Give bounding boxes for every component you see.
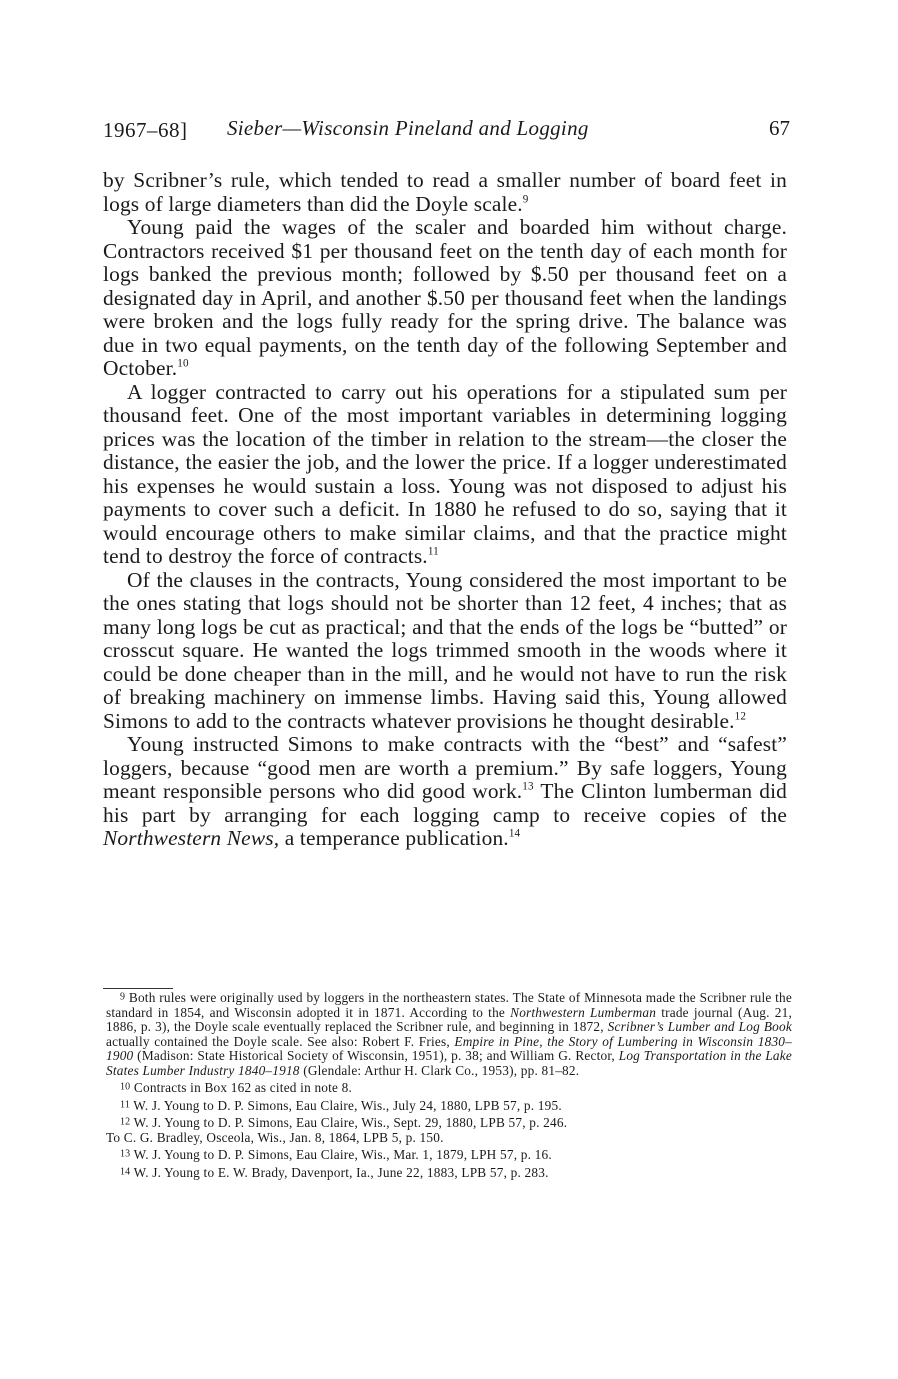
- paragraph-5: [103, 733, 787, 851]
- footnote-ref-10: 10: [177, 357, 189, 370]
- footnote-11: [106, 1099, 792, 1114]
- citation-title: Log Transportation in the Lake States Lumber Industry 1840–1918: [106, 1048, 792, 1078]
- footnote-divider: [103, 988, 173, 989]
- footnote-text: W. J. Young to D. P. Simons, Eau Claire, Wis., Mar. 1, 1879, LPH 57, p. 16.: [130, 1147, 552, 1162]
- footnote-ref-13: 13: [522, 780, 534, 793]
- footnote-text: actually contained the Doyle scale. See also: Robert F. Fries,: [106, 1033, 455, 1049]
- paragraph-3: [103, 381, 787, 569]
- footnote-number: 11: [120, 1099, 130, 1111]
- footnote-text: (Madison: State Historical Society of Wisconsin, 1951), p. 38; and William G. Rector,: [133, 1048, 619, 1063]
- footnote-12: [106, 1116, 792, 1131]
- header-title: Sieber—Wisconsin Pineland and Logging: [227, 116, 589, 140]
- paragraph-text: by Scribner’s rule, which tended to read a smaller number of board feet in logs of large diameters than did the Doyle scale.: [103, 168, 787, 216]
- footnote-ref-11: 11: [427, 545, 439, 558]
- paragraph-1: [103, 169, 787, 216]
- footnote-ref-9: 9: [522, 193, 529, 206]
- running-header: [103, 116, 790, 146]
- footnote-number: 14: [120, 1166, 131, 1178]
- footnote-text: Contracts in Box 162 as cited in note 8.: [130, 1080, 353, 1095]
- paragraph-text: A logger contracted to carry out his operations for a stipulated sum per thousand feet. One of the most important variables in determining logging prices was the location of the timber in relation to the stream—the closer the distance, the easier the job, and the lower the price. If a logger underestimated his expenses he would sustain a loss. Young was not disposed to adjust his payments to cover such a deficit. In 1880 he refused to do so, saying that it would encourage others to make similar claims, and that the practice might tend to destroy the force of contracts.: [103, 379, 787, 568]
- paragraph-2: [103, 216, 787, 381]
- footnotes: [106, 991, 792, 1183]
- citation-title: Scribner’s Lumber and Log Book: [607, 1019, 792, 1034]
- footnote-10: [106, 1081, 792, 1096]
- footnote-number: 13: [120, 1148, 131, 1160]
- footnote-text: trade journal (Aug. 21, 1886, p. 3), the Doyle scale eventually replaced the Scribner rule, and beginning in 1872,: [106, 1004, 792, 1034]
- paragraph-4: [103, 569, 787, 734]
- footnote-text: W. J. Young to E. W. Brady, Davenport, Ia., June 22, 1883, LPB 57, p. 283.: [130, 1164, 549, 1180]
- header-year: 1967–68]: [103, 118, 188, 142]
- footnote-text: Both rules were originally used by loggers in the northeastern states. The State of Minnesota made the Scribner rule the standard in 1854, and Wisconsin adopted it in 1871. According to the: [106, 990, 792, 1020]
- body-text: [103, 169, 787, 851]
- footnote-number: 9: [120, 991, 126, 1003]
- paragraph-text: a temperance publication.: [279, 826, 509, 850]
- footnote-13: [106, 1148, 792, 1163]
- footnote-14: [106, 1166, 792, 1181]
- footnote-text: W. J. Young to D. P. Simons, Eau Claire, Wis., Sept. 29, 1880, LPB 57, p. 246.: [130, 1115, 568, 1130]
- footnote-ref-12: 12: [734, 710, 747, 723]
- footnote-text: W. J. Young to D. P. Simons, Eau Claire, Wis., July 24, 1880, LPB 57, p. 195.: [130, 1097, 562, 1113]
- footnote-text: (Glendale: Arthur H. Clark Co., 1953), pp. 81–82.: [299, 1062, 580, 1078]
- citation-title: Northwestern Lumberman: [510, 1004, 657, 1020]
- footnote-9: [106, 991, 792, 1078]
- footnote-ref-14: 14: [508, 827, 521, 840]
- footnote-12-continuation: To C. G. Bradley, Osceola, Wis., Jan. 8, 1864, LPB 5, p. 150.: [106, 1129, 444, 1145]
- publication-title: Northwestern News,: [103, 826, 280, 850]
- citation-title: Empire in Pine, the Story of Lumbering in Wisconsin 1830–1900: [106, 1033, 792, 1063]
- footnote-number: 10: [120, 1081, 131, 1093]
- page-number: 67: [769, 116, 790, 140]
- paragraph-text: Of the clauses in the contracts, Young considered the most important to be the ones stating that logs should not be shorter than 12 feet, 4 inches; that as many long logs be cut as practical; and that the ends of the logs be “butted” or crosscut square. He wanted the logs trimmed smooth in the woods where it could be done cheaper than in the mill, and he would not have to run the risk of breaking machinery on immense limbs. Having said this, Young allowed Simons to add to the contracts whatever provisions he thought desirable.: [103, 567, 787, 733]
- footnote-number: 12: [120, 1116, 131, 1128]
- paragraph-text: The Clinton lumberman did his part by arranging for each logging camp to receive copies of the: [103, 779, 788, 827]
- paragraph-text: Young instructed Simons to make contracts with the “best” and “safest” loggers, because “good men are worth a premium.” By safe loggers, Young meant responsible persons who did good work.: [103, 732, 787, 803]
- paragraph-text: Young paid the wages of the scaler and boarded him without charge. Contractors received $1 per thousand feet on the tenth day of each month for logs banked the previous month; followed by $.50 per thousand feet on a designated day in April, and another $.50 per thousand feet when the landings were broken and the logs fully ready for the spring drive. The balance was due in two equal payments, on the tenth day of the following September and October.: [103, 215, 787, 380]
